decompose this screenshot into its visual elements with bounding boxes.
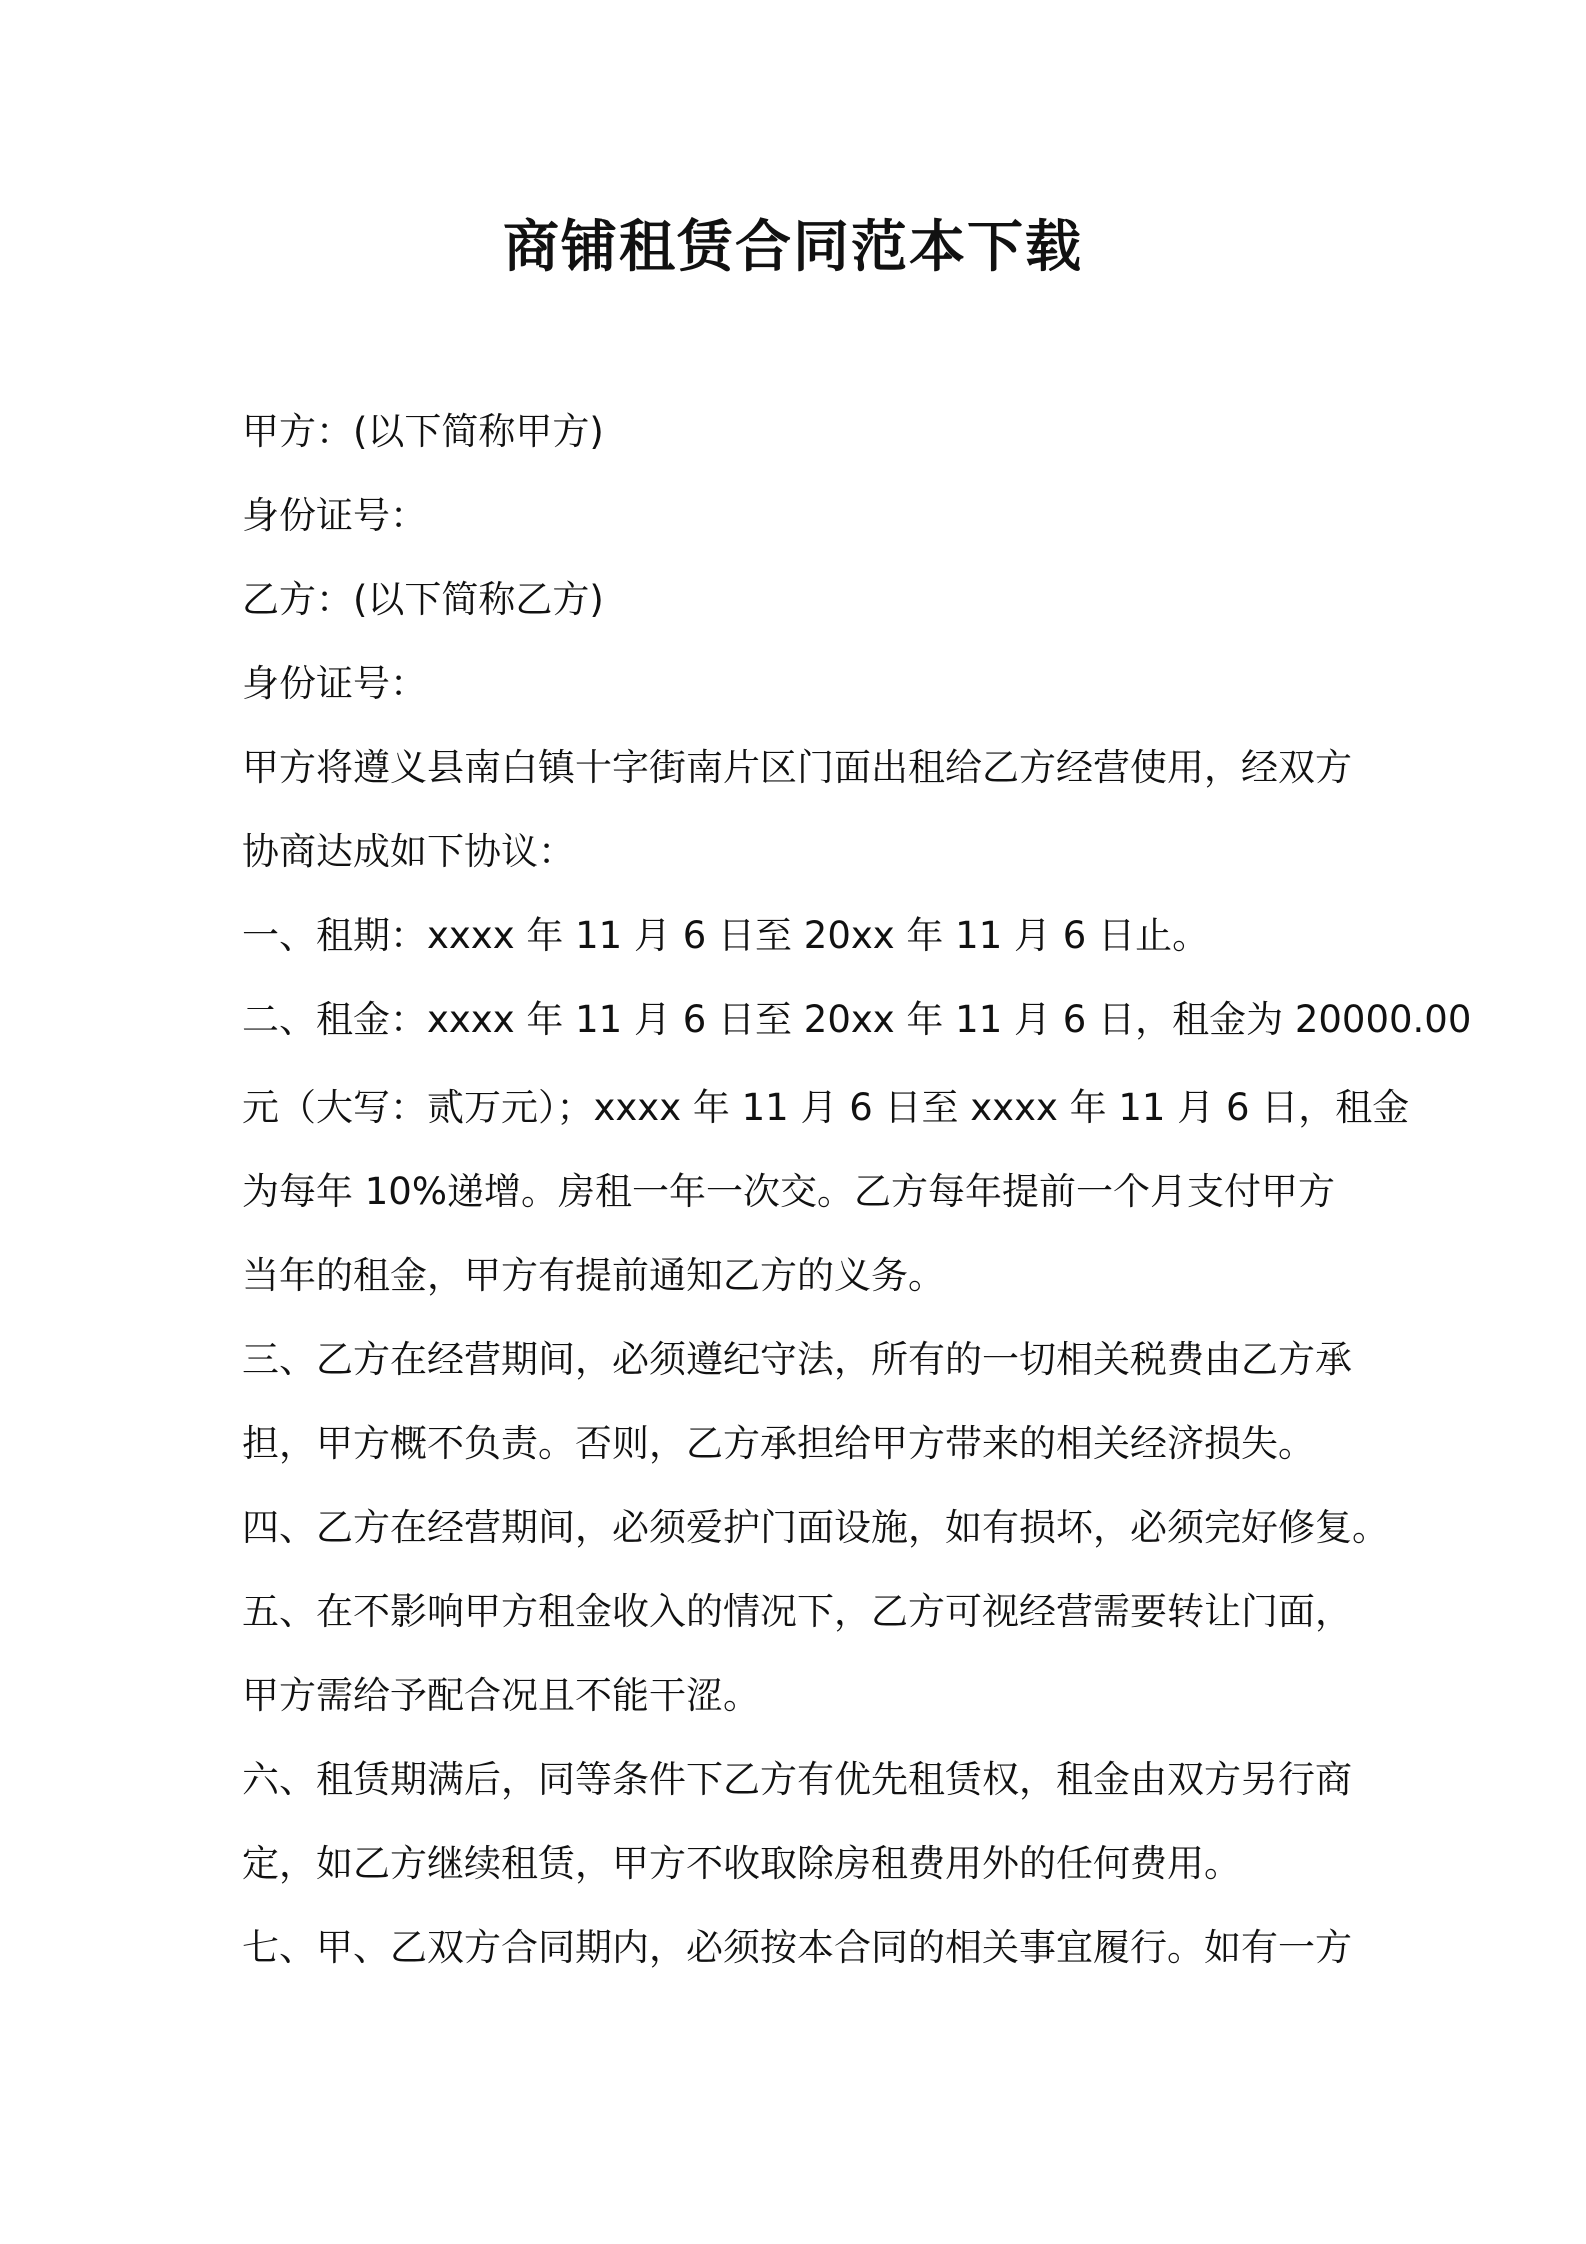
party-a-line: 甲方：(以下简称甲方)	[242, 410, 604, 453]
party-a-id-line: 身份证号：	[242, 494, 427, 537]
clause-1-line-1: 一、租期：xxxx 年 11 月 6 日至 20xx 年 11 月 6 日止。	[242, 914, 1210, 957]
party-b-line: 乙方：(以下简称乙方)	[242, 578, 604, 621]
clause-2-line-4: 当年的租金，甲方有提前通知乙方的义务。	[242, 1254, 945, 1297]
clause-5-line-1: 五、在不影响甲方租金收入的情况下，乙方可视经营需要转让门面，	[242, 1590, 1352, 1633]
clause-2-line-2: 元（大写：贰万元）；xxxx 年 11 月 6 日至 xxxx 年 11 月 6 日，租金	[242, 1086, 1410, 1129]
clause-6-line-2: 定，如乙方继续租赁，甲方不收取除房租费用外的任何费用。	[242, 1842, 1241, 1885]
intro-line-1: 甲方将遵义县南白镇十字街南片区门面出租给乙方经营使用，经双方	[242, 746, 1352, 789]
clause-2-line-1: 二、租金：xxxx 年 11 月 6 日至 20xx 年 11 月 6 日，租金为 20000.00	[242, 998, 1472, 1041]
intro-line-2: 协商达成如下协议：	[242, 830, 575, 873]
clause-6-line-1: 六、租赁期满后，同等条件下乙方有优先租赁权，租金由双方另行商	[242, 1758, 1352, 1801]
clause-7-line-1: 七、甲、乙双方合同期内，必须按本合同的相关事宜履行。如有一方	[242, 1926, 1352, 1969]
clause-3-line-1: 三、乙方在经营期间，必须遵纪守法，所有的一切相关税费由乙方承	[242, 1338, 1352, 1381]
clause-5-line-2: 甲方需给予配合况且不能干涩。	[242, 1674, 760, 1717]
clause-2-line-3: 为每年 10%递增。房租一年一次交。乙方每年提前一个月支付甲方	[242, 1170, 1335, 1213]
clause-3-line-2: 担，甲方概不负责。否则，乙方承担给甲方带来的相关经济损失。	[242, 1422, 1315, 1465]
clause-4-line-1: 四、乙方在经营期间，必须爱护门面设施，如有损坏，必须完好修复。	[242, 1506, 1389, 1549]
party-b-id-line: 身份证号：	[242, 662, 427, 705]
page-title: 商铺租赁合同范本下载	[503, 215, 1083, 280]
